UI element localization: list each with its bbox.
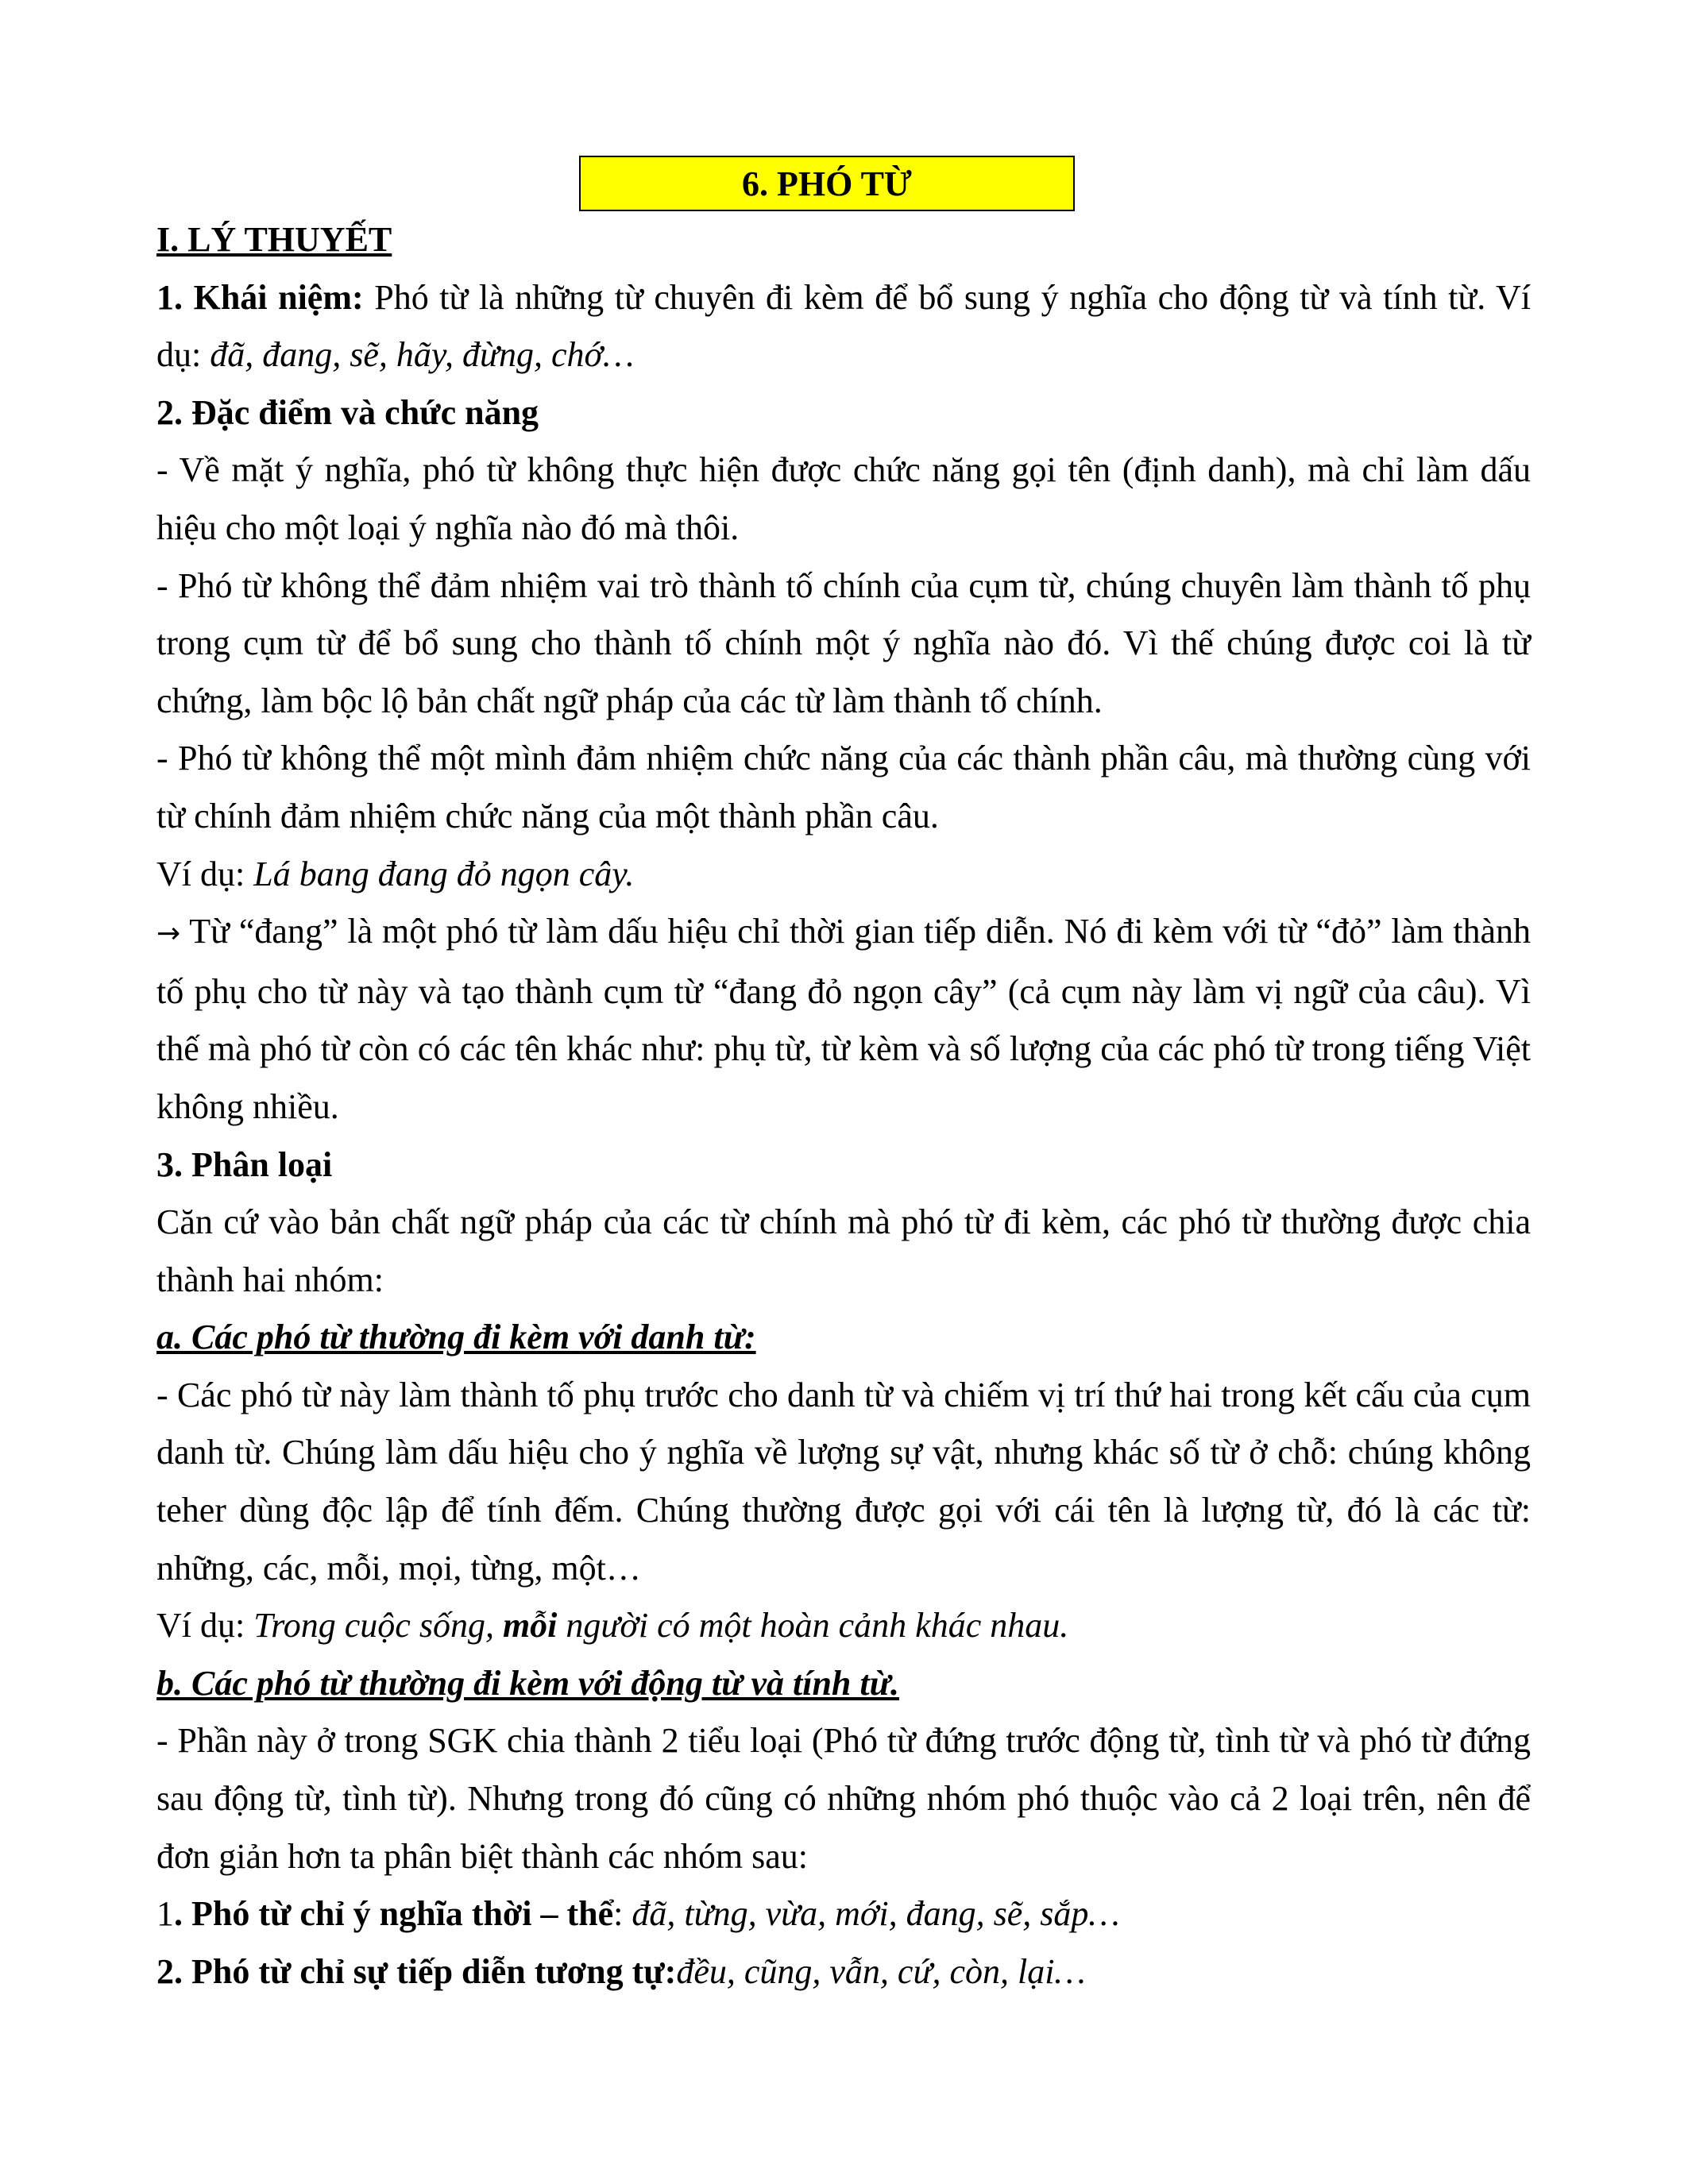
- page-title: 6. PHÓ TỪ: [579, 156, 1075, 211]
- document-body: [156, 211, 1531, 2001]
- item1-label: . Phó từ chỉ ý nghĩa thời – thể: [174, 1894, 614, 1934]
- features-paragraph-1: - Về mặt ý nghĩa, phó từ không thực hiện được chức năng gọi tên (định danh), mà chỉ làm dấu hiệu cho một loại ý nghĩa nào đó mà thôi.: [156, 450, 1531, 547]
- group-a-example-part2: người có một hoàn cảnh khác nhau.: [557, 1606, 1069, 1646]
- group-b-item-2: [156, 1943, 1531, 2001]
- heading-theory-text: I. LÝ THUYẾT: [156, 220, 392, 259]
- features-paragraph-3: - Phó từ không thể một mình đảm nhiệm chức năng của các thành phần câu, mà thường cùng với từ chính đảm nhiệm chức năng của một thành phần câu.: [156, 739, 1531, 835]
- group-a-example: [156, 1597, 1531, 1655]
- item2-examples: đều, cũng, vẫn, cứ, còn, lại…: [676, 1951, 1086, 1991]
- group-a-example-part1: Trong cuộc sống,: [253, 1606, 503, 1646]
- classification-heading: [156, 1136, 1531, 1194]
- example-text: Lá bang đang đỏ ngọn cây.: [253, 854, 635, 893]
- group-a-heading: [156, 1309, 1531, 1367]
- arrow-right-icon: →: [156, 917, 181, 951]
- example-label: Ví dụ:: [156, 854, 254, 893]
- group-a-heading-text: a. Các phó từ thường đi kèm với danh từ:: [156, 1318, 756, 1357]
- features-paragraph-2: - Phó từ không thể đảm nhiệm vai trò thành tố chính của cụm từ, chúng chuyên làm thành tố phụ trong cụm từ để bổ sung cho thành tố chính một ý nghĩa nào đó. Vì thế chúng được coi là từ chứng, làm bộc lộ bản chất ngữ pháp của các từ làm thành tố chính.: [156, 565, 1531, 720]
- group-a-text: - Các phó từ này làm thành tố phụ trước cho danh từ và chiếm vị trí thứ hai trong kết cấu của cụm danh từ. Chúng làm dấu hiệu cho ý nghĩa về lượng sự vật, nhưng khác số từ ở chỗ: chúng không teher dùng độc lập để tính đếm. Chúng thường được gọi với cái tên là lượng từ, đó là các từ: những, các, mỗi, mọi, từng, một…: [156, 1375, 1531, 1588]
- features-explanation: [156, 903, 1531, 1136]
- concept-text: Phó từ là những từ chuyên đi kèm để bổ sung ý nghĩa cho động từ và tính từ. Ví dụ:: [156, 277, 1531, 375]
- group-b-text: - Phần này ở trong SGK chia thành 2 tiểu loại (Phó từ đứng trước động từ, tình từ và phó từ đứng sau động từ, tình từ). Nhưng trong đó cũng có những nhóm phó thuộc vào cả 2 loại trên, nên để đơn giản hơn ta phân biệt thành các nhóm sau:: [156, 1721, 1531, 1876]
- classification-intro: Căn cứ vào bản chất ngữ pháp của các từ chính mà phó từ đi kèm, các phó từ thường được chia thành hai nhóm:: [156, 1202, 1531, 1299]
- group-a-example-label: Ví dụ:: [156, 1606, 254, 1646]
- item1-colon: :: [613, 1894, 632, 1934]
- group-b-heading: [156, 1655, 1531, 1713]
- classification-heading-text: 3. Phân loại: [156, 1144, 333, 1184]
- group-a-example-bold: mỗi: [502, 1606, 558, 1646]
- concept-paragraph: [156, 269, 1531, 384]
- explanation-text: Từ “đang” là một phó từ làm dấu hiệu chỉ thời gian tiếp diễn. Nó đi kèm với từ “đỏ” làm thành tố phụ cho từ này và tạo thành cụm từ “đang đỏ ngọn cây” (cả cụm này làm vị ngữ của câu). Vì thế mà phó từ còn có các tên khác như: phụ từ, từ kèm và số lượng của các phó từ trong tiếng Việt không nhiều.: [156, 912, 1531, 1126]
- item2-label: 2. Phó từ chỉ sự tiếp diễn tương tự:: [156, 1951, 677, 1991]
- group-b-item-1: [156, 1885, 1531, 1943]
- features-heading: [156, 384, 1531, 442]
- features-heading-text: 2. Đặc điểm và chức năng: [156, 392, 539, 432]
- concept-label: 1. Khái niệm:: [156, 277, 364, 317]
- group-b-heading-text: b. Các phó từ thường đi kèm với động từ và tính từ.: [156, 1663, 899, 1703]
- item1-number: 1: [156, 1894, 174, 1934]
- item1-examples: đã, từng, vừa, mới, đang, sẽ, sắp…: [632, 1894, 1120, 1934]
- section-heading-theory: [156, 211, 1531, 269]
- concept-example: đã, đang, sẽ, hãy, đừng, chớ…: [210, 335, 635, 375]
- features-example: [156, 846, 1531, 904]
